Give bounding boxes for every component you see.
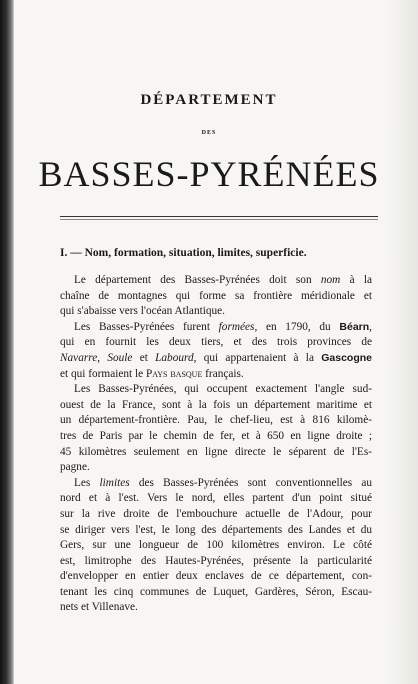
text-line: Navarre, Soule et Labourd, qui appartenaient à la Gascogne — [60, 351, 372, 364]
title-basses-pyrenees: BASSES-PYRÉNÉES — [38, 154, 380, 194]
text-line: Gers, sur une longueur de 100 kilomètres environ. Le côté — [60, 539, 372, 552]
text-line: Les limites des Basses-Pyrénées sont conventionnelles au — [74, 476, 373, 489]
text-line: ouest de la France, sont à la fois un département maritime et — [60, 398, 372, 411]
text-line: d'envelopper en entier deux enclaves de ce département, con- — [60, 570, 372, 583]
text-line: tres de Paris par le chemin de fer, et à 650 en ligne droite ; — [60, 429, 372, 442]
text-line: Les Basses-Pyrénées furent formées, en 1790, du Béarn, — [74, 320, 372, 333]
text-line: nord et à l'est. Vers le nord, elles partent d'un point situé — [60, 492, 372, 505]
text-line: est, limitrophe des Hautes-Pyrénées, présente la particularité — [60, 554, 372, 567]
text-line: qui en fournit les deux tiers, et des trois provinces de — [60, 336, 372, 349]
text-line: 45 kilomètres seulement en ligne directe le séparent de l'Es- — [60, 445, 372, 458]
section-heading: I. — Nom, formation, situation, limites, superficie. — [60, 247, 307, 259]
text-line: un département-frontière. Pau, le chef-lieu, est à 816 kilomè- — [60, 414, 372, 427]
body-text — [60, 273, 372, 616]
text-line: nets et Villenave. — [60, 601, 138, 614]
title-rule-thin — [60, 219, 378, 220]
text-line: Les Basses-Pyrénées, qui occupent exactement l'angle sud- — [74, 383, 372, 396]
text-line: Le département des Basses-Pyrénées doit son nom à la — [74, 274, 372, 286]
text-line: tenant les cinq communes de Luquet, Gardères, Séron, Escau- — [60, 585, 372, 598]
text-line: chaîne de montagnes qui forme sa frontière méridionale et — [60, 289, 372, 302]
title-rule — [60, 216, 378, 217]
title-des: DES — [201, 130, 217, 136]
text-line: sur la rive droite de l'embouchure actuelle de l'Adour, pour — [60, 507, 372, 520]
text-line: qui s'abaisse vers l'océan Atlantique. — [60, 305, 226, 318]
title-departement: DÉPARTEMENT — [140, 92, 278, 108]
text-line: et qui formaient le Pays basque français. — [60, 367, 244, 380]
text-line: pagne. — [60, 461, 90, 474]
text-line: se diriger vers l'est, le long des départements des Landes et du — [60, 523, 372, 536]
